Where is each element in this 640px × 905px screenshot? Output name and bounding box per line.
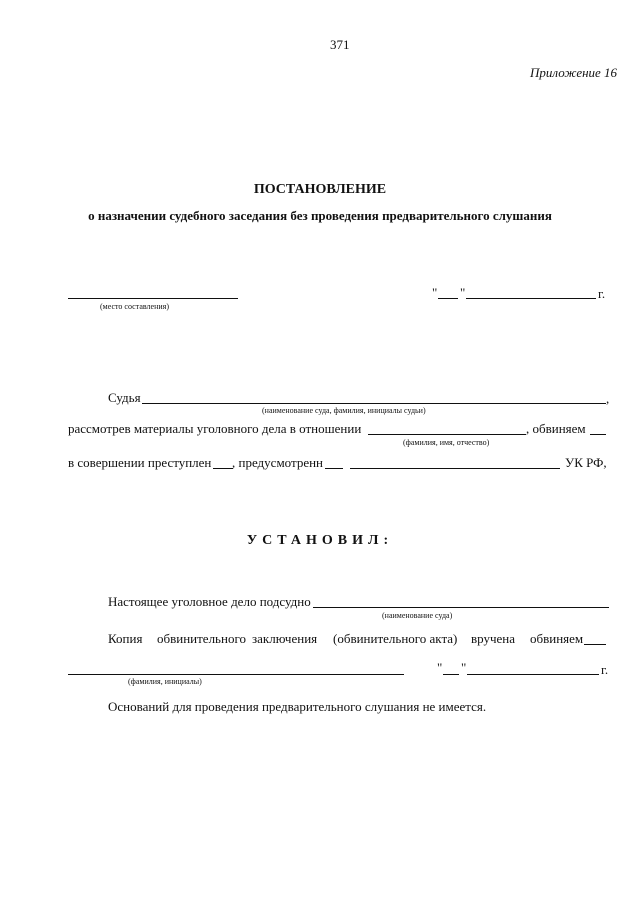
date-quote-close: " <box>460 285 466 300</box>
date2-quote-open: " <box>437 660 443 675</box>
date-day-field[interactable] <box>438 298 458 299</box>
copy-word-1: Копия <box>108 631 143 646</box>
document-title: ПОСТАНОВЛЕНИЕ <box>253 182 387 197</box>
copy-word-4: (обвинительного акта) <box>333 631 458 646</box>
copy-word-3: заключения <box>252 631 318 646</box>
copy-word-6: обвиняем <box>530 631 584 646</box>
document-subtitle: о назначении судебного заседания без проведения предварительного слушания <box>88 208 552 223</box>
person-caption: (фамилия, имя, отчество) <box>403 438 490 447</box>
provided-text: , предусмотренн <box>232 455 324 470</box>
accused-text: , обвиняем <box>526 421 586 436</box>
court-field[interactable] <box>313 607 609 608</box>
page-number: 371 <box>330 37 350 52</box>
place-field[interactable] <box>68 298 238 299</box>
copy-word-2: обвинительного <box>157 631 246 646</box>
date-quote-open: " <box>432 285 438 300</box>
date2-year: г. <box>601 662 609 677</box>
appendix-label: Приложение 16 <box>530 65 618 80</box>
date2-day-field[interactable] <box>443 674 459 675</box>
date-month-year-field[interactable] <box>466 298 596 299</box>
date2-quote-close: " <box>461 660 467 675</box>
date2-month-year-field[interactable] <box>467 674 599 675</box>
judge-label: Судья <box>108 390 141 405</box>
jurisdiction-text: Настоящее уголовное дело подсудно <box>108 594 311 609</box>
place-caption: (место составления) <box>100 302 169 311</box>
copy-word-5: вручена <box>471 631 516 646</box>
provided-ending-field[interactable] <box>325 468 343 469</box>
initials-field[interactable] <box>68 674 404 675</box>
no-grounds-text: Оснований для проведения предварительного слушания не имеется. <box>108 699 487 714</box>
crime-text: в совершении преступлен <box>68 455 212 470</box>
article-field[interactable] <box>350 468 560 469</box>
reviewed-text: рассмотрев материалы уголовного дела в отношении <box>68 421 362 436</box>
initials-caption: (фамилия, инициалы) <box>128 677 202 686</box>
judge-field[interactable] <box>142 403 606 404</box>
date-year-suffix: г. <box>598 286 606 301</box>
accused-name-field[interactable] <box>368 434 526 435</box>
judge-caption: (наименование суда, фамилия, инициалы судьи) <box>262 406 426 415</box>
accused-ending-field[interactable] <box>590 434 606 435</box>
copy-ending-field[interactable] <box>584 644 606 645</box>
crime-ending-field[interactable] <box>213 468 233 469</box>
established-heading: УСТАНОВИЛ: <box>246 533 394 548</box>
court-caption: (наименование суда) <box>382 611 453 620</box>
judge-comma: , <box>606 391 610 406</box>
code-text: УК РФ, <box>565 455 607 470</box>
